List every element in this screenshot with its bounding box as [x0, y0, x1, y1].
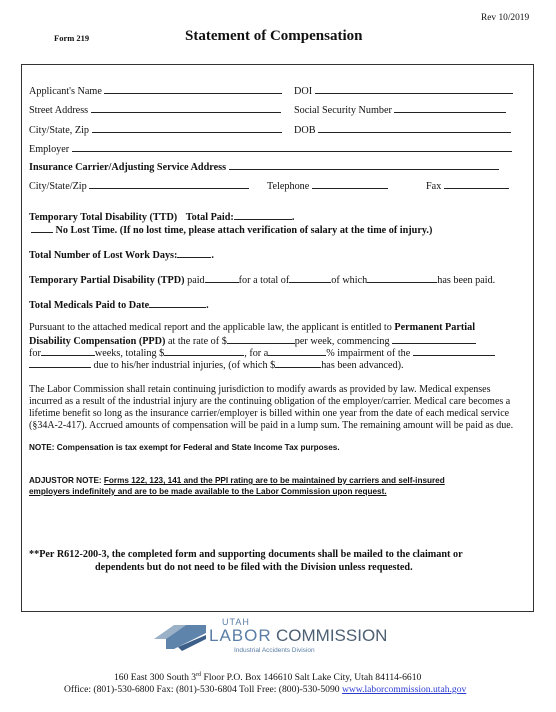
- logo-division: Industrial Accidents Division: [234, 647, 315, 654]
- ppd-line-1: [29, 322, 475, 333]
- fax-row: [426, 179, 509, 192]
- logo-utah: UTAH: [222, 617, 250, 627]
- logo-commission: COMMISSION: [276, 626, 388, 645]
- ppd-due-field[interactable]: [29, 358, 91, 368]
- lost-days-row: Total Number of Lost Work Days: .: [29, 250, 214, 261]
- labor-commission-logo: [152, 619, 402, 655]
- insurance-carrier-row: [29, 160, 499, 173]
- mailing-note-line-1: **Per R612-200-3, the completed form and supporting documents shall be mailed to the claimant or: [29, 549, 463, 560]
- ppd-impairment-label: % impairment of the: [326, 348, 411, 359]
- no-lost-time-label: No Lost Time. (If no lost time, please attach verification of salary at the time of injury.): [55, 225, 433, 236]
- mailing-note-line-2: dependents but do not need to be filed with the Division unless requested.: [95, 562, 413, 573]
- employer-label: Employer: [29, 144, 70, 155]
- doi-label: DOI: [294, 86, 313, 97]
- footer-address-part2: Floor P.O. Box 146610 Salt Lake City, Utah 84114-6610: [201, 672, 422, 684]
- carrier-city-row: [29, 179, 249, 192]
- ppd-for-label: for: [29, 348, 41, 359]
- tpd-paid-label: paid: [187, 275, 205, 286]
- city-state-zip-field[interactable]: [92, 123, 282, 133]
- ppd-title: Permanent Partial: [394, 322, 476, 333]
- ttd-total-paid-label: Total Paid: [185, 212, 231, 223]
- lost-days-field[interactable]: [177, 248, 211, 258]
- ppd-per-week-label: per week, commencing: [294, 336, 390, 347]
- page-title: Statement of Compensation: [185, 28, 363, 44]
- revision-date: Rev 10/2019: [481, 13, 530, 23]
- ppd-intro: Pursuant to the attached medical report and the applicable law, the applicant is entitled to: [29, 322, 392, 333]
- telephone-label: Telephone: [267, 181, 310, 192]
- footer-address: [114, 672, 421, 683]
- medicals-label: Total Medicals Paid to Date: [29, 300, 150, 311]
- fax-field[interactable]: [444, 179, 509, 189]
- ssn-row: [294, 103, 506, 116]
- doi-row: [294, 84, 513, 97]
- ppd-weeks-label: weeks, totaling $: [94, 348, 165, 359]
- city-state-zip-label: City/State, Zip: [29, 125, 89, 136]
- form-number: Form 219: [54, 33, 90, 43]
- employer-row: [29, 142, 512, 155]
- telephone-field[interactable]: [312, 179, 388, 189]
- lost-days-label: Total Number of Lost Work Days:: [29, 250, 178, 261]
- tpd-of-which-field[interactable]: [367, 273, 437, 283]
- city-state-zip-row: [29, 123, 282, 136]
- ppd-due-label: due to his/her industrial injuries, (of which $: [93, 360, 276, 371]
- tpd-row: [29, 273, 495, 286]
- dob-row: [294, 123, 511, 136]
- ttd-total-paid-field[interactable]: [234, 210, 292, 220]
- medicals-field[interactable]: [149, 298, 206, 308]
- ppd-rate-label: at the rate of $: [167, 336, 227, 347]
- ppd-line-4: [29, 358, 404, 371]
- street-address-label: Street Address: [29, 105, 89, 116]
- ppd-totaling-field[interactable]: [164, 346, 244, 356]
- tpd-total-label: for a total of: [238, 275, 290, 286]
- adjustor-note: [29, 475, 445, 497]
- dob-label: DOB: [294, 125, 316, 136]
- ttd-label: Temporary Total Disability (TTD): [29, 212, 178, 223]
- footer-address-part1: 160 East 300 South 3: [114, 672, 197, 684]
- logo-labor: LABOR: [209, 626, 272, 645]
- ppd-advanced-field[interactable]: [275, 358, 321, 368]
- insurance-carrier-field[interactable]: [229, 160, 499, 170]
- street-address-row: [29, 103, 281, 116]
- ppd-commencing-field[interactable]: [392, 334, 476, 344]
- medicals-row: Total Medicals Paid to Date .: [29, 300, 209, 311]
- ssn-label: Social Security Number: [294, 105, 392, 116]
- utah-state-logo-icon: [152, 621, 208, 651]
- applicant-name-label: Applicant's Name: [29, 86, 102, 97]
- street-address-field[interactable]: [91, 103, 281, 113]
- footer-contact: [64, 684, 466, 695]
- dob-field[interactable]: [318, 123, 511, 133]
- carrier-city-label: City/State/Zip: [29, 181, 87, 192]
- adjustor-note-prefix: ADJUSTOR NOTE:: [29, 476, 102, 485]
- ppd-percent-field[interactable]: [268, 346, 326, 356]
- tpd-paid-field[interactable]: [205, 273, 239, 283]
- adjustor-note-text-1: Forms 122, 123, 141 and the PPI rating are to be maintained by carriers and self-insured: [103, 476, 445, 485]
- no-lost-time-row: [31, 223, 432, 236]
- ppd-rate-field[interactable]: [227, 334, 295, 344]
- ppd-for-a-label: , for a: [244, 348, 269, 359]
- footer-phones: Office: (801)-530-6800 Fax: (801)-530-6804 Toll Free: (800)-530-5090: [64, 684, 340, 695]
- ppd-advanced-label: has been advanced).: [321, 360, 404, 371]
- employer-field[interactable]: [72, 142, 512, 152]
- fax-label: Fax: [426, 181, 442, 192]
- ppd-weeks-field[interactable]: [41, 346, 95, 356]
- ppd-body-part-field[interactable]: [413, 346, 495, 356]
- tpd-total-field[interactable]: [289, 273, 331, 283]
- ttd-row: Temporary Total Disability (TTD) Total Paid: .: [29, 212, 295, 223]
- carrier-city-field[interactable]: [89, 179, 249, 189]
- tpd-of-which-label: of which: [331, 275, 368, 286]
- telephone-row: [267, 179, 388, 192]
- insurance-carrier-label: Insurance Carrier/Adjusting Service Address: [29, 162, 227, 173]
- no-lost-time-checkbox[interactable]: [31, 223, 53, 233]
- tax-note: NOTE: Compensation is tax exempt for Federal and State Income Tax purposes.: [29, 443, 340, 452]
- adjustor-note-text-2: employers indefinitely and are to be made available to the Labor Commission upon request.: [29, 487, 387, 496]
- doi-field[interactable]: [315, 84, 513, 94]
- ppd-title-2: Disability Compensation (PPD): [29, 336, 166, 347]
- website-link[interactable]: www.laborcommission.utah.gov: [341, 684, 467, 695]
- applicant-name-field[interactable]: [104, 84, 282, 94]
- ssn-field[interactable]: [394, 103, 506, 113]
- tpd-been-paid-label: has been paid.: [437, 275, 496, 286]
- tpd-label: Temporary Partial Disability (TPD): [29, 275, 185, 286]
- footer-address-sup: rd: [196, 672, 202, 678]
- applicant-name-row: [29, 84, 282, 97]
- jurisdiction-paragraph: The Labor Commission shall retain continuing jurisdiction to modify awards as provided by law. Medical expenses incurred as a result of the industrial injury are the continuing obligation of the employer/carrier. Medical care becomes a lifetime benefit so long as the insurance carrier/employer is billed within one year from the date of each medical service (§34A-2-417). Accrued amounts of compensation will be paid in a lump sum. The remaining amount will be paid as due.: [29, 384, 514, 431]
